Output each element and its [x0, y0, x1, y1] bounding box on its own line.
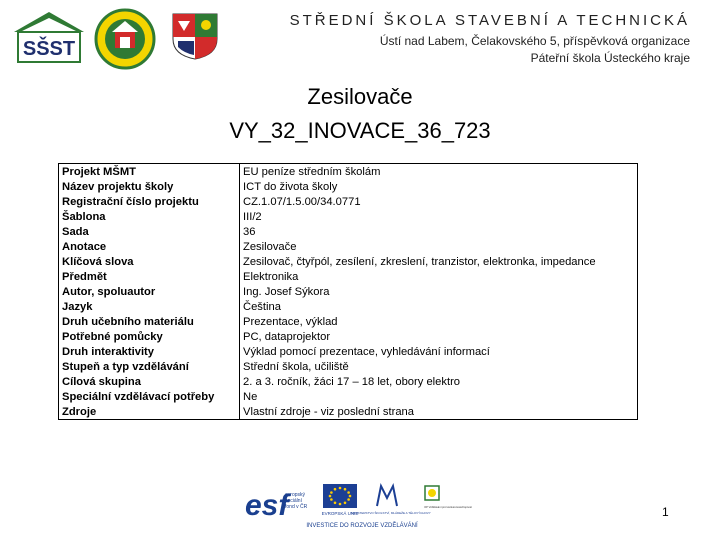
svg-text:sociální: sociální [285, 498, 302, 504]
footer-slogan: INVESTICE DO ROZVOJE VZDĚLÁVÁNÍ [306, 523, 418, 529]
metadata-row [59, 179, 638, 194]
metadata-key: Potřebné pomůcky [59, 329, 240, 344]
metadata-value: Ing. Josef Sýkora [240, 284, 638, 299]
svg-text:EVROPSKÁ UNIE: EVROPSKÁ UNIE [321, 511, 359, 516]
metadata-key: Anotace [59, 239, 240, 254]
metadata-key: Název projektu školy [59, 179, 240, 194]
metadata-value: Výklad pomocí prezentace, vyhledávání informací [240, 344, 638, 359]
metadata-key: Jazyk [59, 299, 240, 314]
metadata-row [59, 194, 638, 209]
page-number: 1 [662, 505, 669, 519]
school-logo [12, 10, 86, 64]
metadata-key: Předmět [59, 269, 240, 284]
metadata-value: Čeština [240, 299, 638, 314]
metadata-row [59, 374, 638, 389]
esf-logo [245, 489, 308, 522]
metadata-key: Projekt MŠMT [59, 164, 240, 180]
metadata-value: Střední škola, učiliště [240, 359, 638, 374]
metadata-key: Druh interaktivity [59, 344, 240, 359]
school-address: Ústí nad Labem, Čelakovského 5, příspěvková organizace [379, 34, 690, 48]
op-vk-logo [424, 486, 472, 509]
metadata-key: Klíčová slova [59, 254, 240, 269]
page-subtitle: VY_32_INOVACE_36_723 [229, 118, 491, 143]
school-network: Páteřní škola Ústeckého kraje [530, 51, 690, 65]
metadata-value: EU peníze středním školám [240, 164, 638, 180]
svg-text:OP Vzdělávání pro konkurencesc: OP Vzdělávání pro konkurenceschopnost [424, 506, 472, 509]
metadata-value: Zesilovač, čtyřpól, zesílení, zkreslení, tranzistor, elektronka, impedance [240, 254, 638, 269]
footer-logo-strip [243, 482, 481, 530]
metadata-value: 2. a 3. ročník, žáci 17 – 18 let, obory elektro [240, 374, 638, 389]
metadata-key: Stupeň a typ vzdělávání [59, 359, 240, 374]
metadata-row [59, 254, 638, 269]
metadata-key: Druh učebního materiálu [59, 314, 240, 329]
metadata-value: Prezentace, výklad [240, 314, 638, 329]
svg-text:MINISTERSTVO ŠKOLSTVÍ, MLÁDEŽE: MINISTERSTVO ŠKOLSTVÍ, MLÁDEŽE A TĚLOVÝCHOVY [351, 511, 431, 515]
metadata-key: Autor, spoluautor [59, 284, 240, 299]
metadata-row [59, 344, 638, 359]
metadata-value: CZ.1.07/1.5.00/34.0771 [240, 194, 638, 209]
metadata-key: Registrační číslo projektu [59, 194, 240, 209]
metadata-key: Speciální vzdělávací potřeby [59, 389, 240, 404]
metadata-value: Vlastní zdroje - viz poslední strana [240, 404, 638, 420]
metadata-value: 36 [240, 224, 638, 239]
metadata-row [59, 404, 638, 420]
page-title: Zesilovače [307, 84, 413, 109]
metadata-row [59, 269, 638, 284]
metadata-row [59, 299, 638, 314]
school-logo-text: SŠST [22, 38, 76, 60]
metadata-key: Šablona [59, 209, 240, 224]
svg-text:fond v ČR: fond v ČR [285, 504, 308, 510]
metadata-table [58, 163, 638, 420]
svg-text:esf: esf [245, 489, 289, 522]
svg-text:evropský: evropský [285, 492, 306, 498]
metadata-value: Zesilovače [240, 239, 638, 254]
metadata-row [59, 314, 638, 329]
metadata-value: III/2 [240, 209, 638, 224]
metadata-value: ICT do života školy [240, 179, 638, 194]
metadata-row [59, 359, 638, 374]
metadata-row [59, 284, 638, 299]
metadata-row [59, 389, 638, 404]
metadata-row [59, 224, 638, 239]
metadata-value: Elektronika [240, 269, 638, 284]
msmt-logo [351, 486, 431, 515]
metadata-row [59, 239, 638, 254]
school-header [290, 12, 690, 65]
metadata-key: Sada [59, 224, 240, 239]
metadata-row [59, 164, 638, 180]
coat-of-arms-logo [170, 11, 220, 61]
metadata-row [59, 329, 638, 344]
school-name: STŘEDNÍ ŠKOLA STAVEBNÍ A TECHNICKÁ [289, 12, 690, 29]
metadata-key: Cílová skupina [59, 374, 240, 389]
network-badge-logo [94, 8, 156, 70]
metadata-row [59, 209, 638, 224]
metadata-value: PC, dataprojektor [240, 329, 638, 344]
metadata-value: Ne [240, 389, 638, 404]
metadata-key: Zdroje [59, 404, 240, 420]
